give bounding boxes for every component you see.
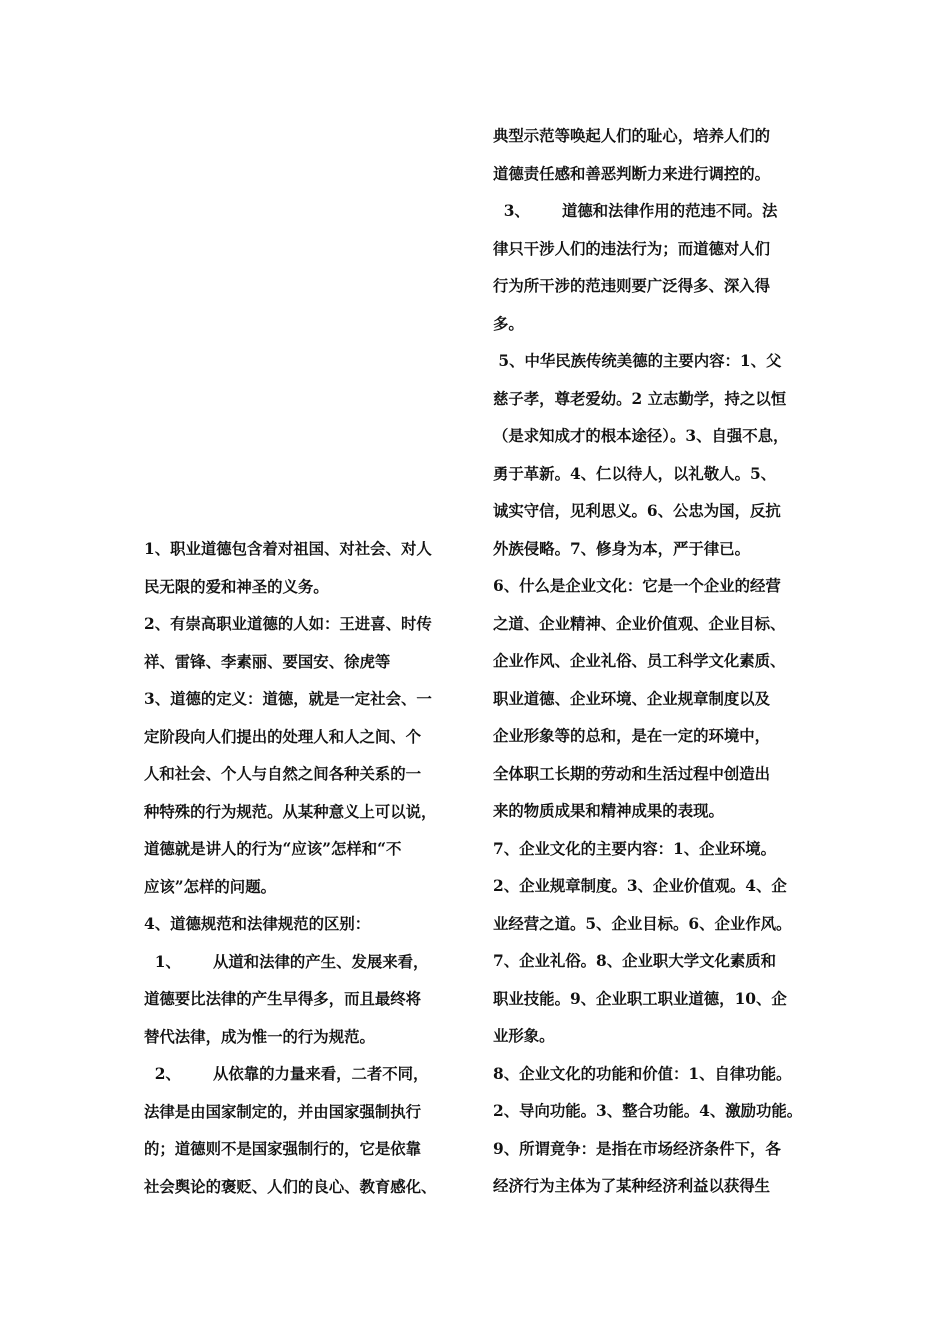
left-column-line: 2、有崇高职业道德的人如：王进喜、时传 [144,615,432,633]
left-column-line: 3、道德的定义：道德，就是一定社会、一 [144,690,432,708]
right-column-line: 之道、企业精神、企业价值观、企业目标、 [493,614,786,633]
left-column-line: 道德就是讲人的行为“应该”怎样和“不 [144,840,402,858]
right-column-line: 7、企业礼俗。8、企业职大学文化素质和 [493,952,777,970]
left-column-line: 的；道德则不是国家强制行的，它是依靠 [144,1140,422,1158]
right-column-line: 6、什么是企业文化：它是一个企业的经营 [493,577,781,595]
right-column-line: 典型示范等唤起人们的耻心，培养人们的 [493,127,771,145]
left-text-column [144,531,480,1206]
right-column-line: 5、中华民族传统美德的主要内容：1、父 [493,352,782,370]
right-column-line: 律只干涉人们的违法行为；而道德对人们 [493,239,771,258]
right-column-line: 道德责任感和善恶判断力来进行调控的。 [493,164,771,183]
right-column-line: 7、企业文化的主要内容：1、企业环境。 [493,839,777,858]
left-column-line: 法律是由国家制定的，并由国家强制执行 [144,1102,422,1121]
right-column-line: 职业道德、企业环境、企业规章制度以及 [493,689,771,708]
right-column-line: 业经营之道。5、企业目标。6、企业作风。 [493,914,792,933]
left-column-line: 1、 从道和法律的产生、发展来看， [144,952,429,971]
right-column-line: 勇于革新。4、仁以待人，以礼敬人。5、 [493,464,777,483]
left-column-line: 2、 从依靠的力量来看，二者不同， [144,1065,429,1083]
right-column-line: 业形象。 [493,1027,555,1045]
right-column-line: 3、 道德和法律作用的范违不同。法 [493,202,778,220]
left-column-line: 4、道德规范和法律规范的区别： [144,915,371,933]
right-column-line: 全体职工长期的劳动和生活过程中创造出 [493,764,771,783]
right-column-line: 外族侵略。7、修身为本，严于律已。 [493,539,750,558]
left-column-line: 道德要比法律的产生早得多，而且最终将 [144,990,422,1008]
right-column-line: 诚实守信，见利思义。6、公忠为国，反抗 [493,502,781,520]
left-column-line: 人和社会、个人与自然之间各种关系的一 [144,765,422,783]
right-column-line: 企业作风、企业礼俗、员工科学文化素质、 [493,652,786,670]
right-column-line: 2、导向功能。3、整合功能。4、激励功能。 [493,1102,803,1120]
right-column-line: 企业形象等的总和，是在一定的环境中， [493,727,771,745]
right-column-line: 职业技能。9、企业职工职业道德，10、企 [493,989,787,1008]
left-column-line: 民无限的爱和神圣的义务。 [144,577,329,596]
right-column-line: 2、企业规章制度。3、企业价值观。4、企 [493,877,787,895]
left-column-line: 定阶段向人们提出的处理人和人之间、个 [144,727,422,746]
left-column-line: 社会舆论的褒贬、人们的良心、教育感化、 [144,1177,437,1196]
right-column-line: 慈子孝，尊老爱幼。2 立志勤学，持之以恒 [493,389,787,408]
right-column-line: 行为所干涉的范违则要广泛得多、深入得 [493,277,771,295]
right-column-line: 8、企业文化的功能和价值：1、自律功能。 [493,1064,792,1083]
right-column-line: 经济行为主体为了某种经济利益以获得生 [493,1177,771,1195]
right-text-column [493,118,829,1206]
left-column-line: 替代法律，成为惟一的行为规范。 [144,1027,375,1046]
right-column-line: 多。 [493,314,524,333]
left-column-line: 祥、雷锋、李素丽、要国安、徐虎等 [144,652,391,671]
right-column-line: 来的物质成果和精神成果的表现。 [493,802,724,820]
left-column-line: 种特殊的行为规范。从某种意义上可以说， [144,802,437,821]
right-column-line: （是求知成才的根本途径）。3、自强不息， [493,427,789,445]
right-column-line: 9、所谓竟争：是指在市场经济条件下，各 [493,1139,781,1158]
left-column-line: 1、职业道德包含着对祖国、对社会、对人 [144,540,432,558]
left-column-line: 应该”怎样的问题。 [144,877,276,896]
